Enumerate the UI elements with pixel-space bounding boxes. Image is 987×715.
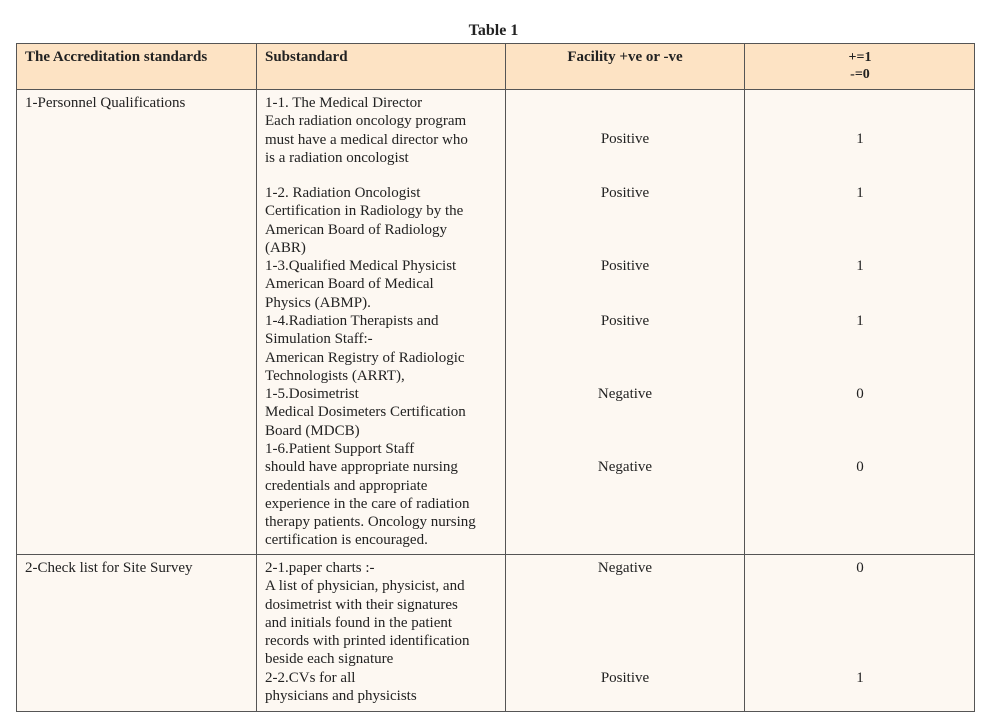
- score-1-1: 1: [856, 131, 864, 147]
- text-line: Simulation Staff:-: [265, 331, 373, 348]
- substandard-1-4: [265, 312, 505, 385]
- text-line: credentials and appropriate: [265, 477, 428, 494]
- text-line: Technologists (ARRT),: [265, 367, 405, 384]
- text-line: and initials found in the patient: [265, 614, 453, 631]
- text-line: Physics (ABMP).: [265, 294, 371, 311]
- table-section-personnel: [17, 90, 974, 555]
- text-line: A list of physician, physicist, and: [265, 578, 465, 595]
- substandard-1-5: [265, 385, 505, 440]
- facility-1-3: Positive: [600, 258, 650, 274]
- text-line: experience in the care of radiation: [265, 495, 470, 512]
- text-line: 1-5.Dosimetrist: [265, 386, 359, 402]
- score-1-6: 0: [856, 459, 864, 475]
- substandard-2-1: [265, 559, 505, 669]
- facility-1-6: Negative: [597, 459, 653, 475]
- text-line: therapy patients. Oncology nursing: [265, 514, 476, 531]
- header-facility: Facility +ve or -ve: [505, 44, 744, 89]
- score-1-2: 1: [856, 185, 864, 201]
- text-line: 1-3.Qualified Medical Physicist: [265, 258, 457, 274]
- text-line: (ABR): [265, 239, 306, 256]
- text-line: certification is encouraged.: [265, 532, 428, 549]
- score-2-1: 0: [856, 560, 864, 576]
- text-line: 2-1.paper charts :-: [265, 560, 375, 576]
- header-score: [744, 44, 975, 89]
- substandard-1-6: [265, 440, 505, 550]
- text-line: 2-2.CVs for all: [265, 670, 356, 686]
- text-line: 1-6.Patient Support Staff: [265, 441, 415, 457]
- text-line: must have a medical director who: [265, 131, 468, 148]
- facility-2-2: Positive: [600, 670, 650, 686]
- text-line: American Board of Medical: [265, 276, 434, 293]
- table-section-site-survey: [17, 555, 974, 711]
- score-1-3: 1: [856, 258, 864, 274]
- text-line: Medical Dosimeters Certification: [265, 404, 466, 421]
- accreditation-table: [16, 43, 975, 712]
- facility-2-1: Negative: [597, 560, 653, 576]
- text-line: Each radiation oncology program: [265, 113, 467, 130]
- text-line: should have appropriate nursing: [265, 459, 458, 476]
- substandard-1-3: [265, 257, 505, 312]
- facility-1-2: Positive: [600, 185, 650, 201]
- text-line: American Registry of Radiologic: [265, 349, 465, 366]
- text-line: Board (MDCB): [265, 422, 360, 439]
- text-line: dosimetrist with their signatures: [265, 596, 458, 613]
- text-line: beside each signature: [265, 651, 394, 668]
- header-substandard: Substandard: [256, 44, 505, 89]
- table-caption: Table 1: [468, 22, 519, 39]
- text-line: physicians and physicists: [265, 688, 417, 705]
- header-standards: The Accreditation standards: [25, 49, 208, 65]
- score-2-2: 1: [856, 670, 864, 686]
- substandard-1-1: [265, 94, 505, 167]
- text-line: Certification in Radiology by the: [265, 203, 464, 220]
- text-line: 1-2. Radiation Oncologist: [265, 185, 421, 201]
- facility-1-5: Negative: [597, 386, 653, 402]
- substandard-1-2: [265, 184, 505, 257]
- text-line: is a radiation oncologist: [265, 149, 409, 166]
- standard-label: 2-Check list for Site Survey: [25, 560, 193, 576]
- header-score-negative: -=0: [850, 67, 870, 82]
- table-header-row: [17, 44, 974, 90]
- score-1-4: 1: [856, 313, 864, 329]
- header-score-positive: +=1: [848, 50, 872, 65]
- text-line: American Board of Radiology: [265, 221, 448, 238]
- facility-1-4: Positive: [600, 313, 650, 329]
- score-1-5: 0: [856, 386, 864, 402]
- text-line: 1-1. The Medical Director: [265, 95, 423, 111]
- text-line: 1-4.Radiation Therapists and: [265, 313, 439, 329]
- substandard-2-2: [265, 669, 505, 706]
- facility-1-1: Positive: [600, 131, 650, 147]
- text-line: records with printed identification: [265, 633, 470, 650]
- standard-label: 1-Personnel Qualifications: [25, 95, 186, 111]
